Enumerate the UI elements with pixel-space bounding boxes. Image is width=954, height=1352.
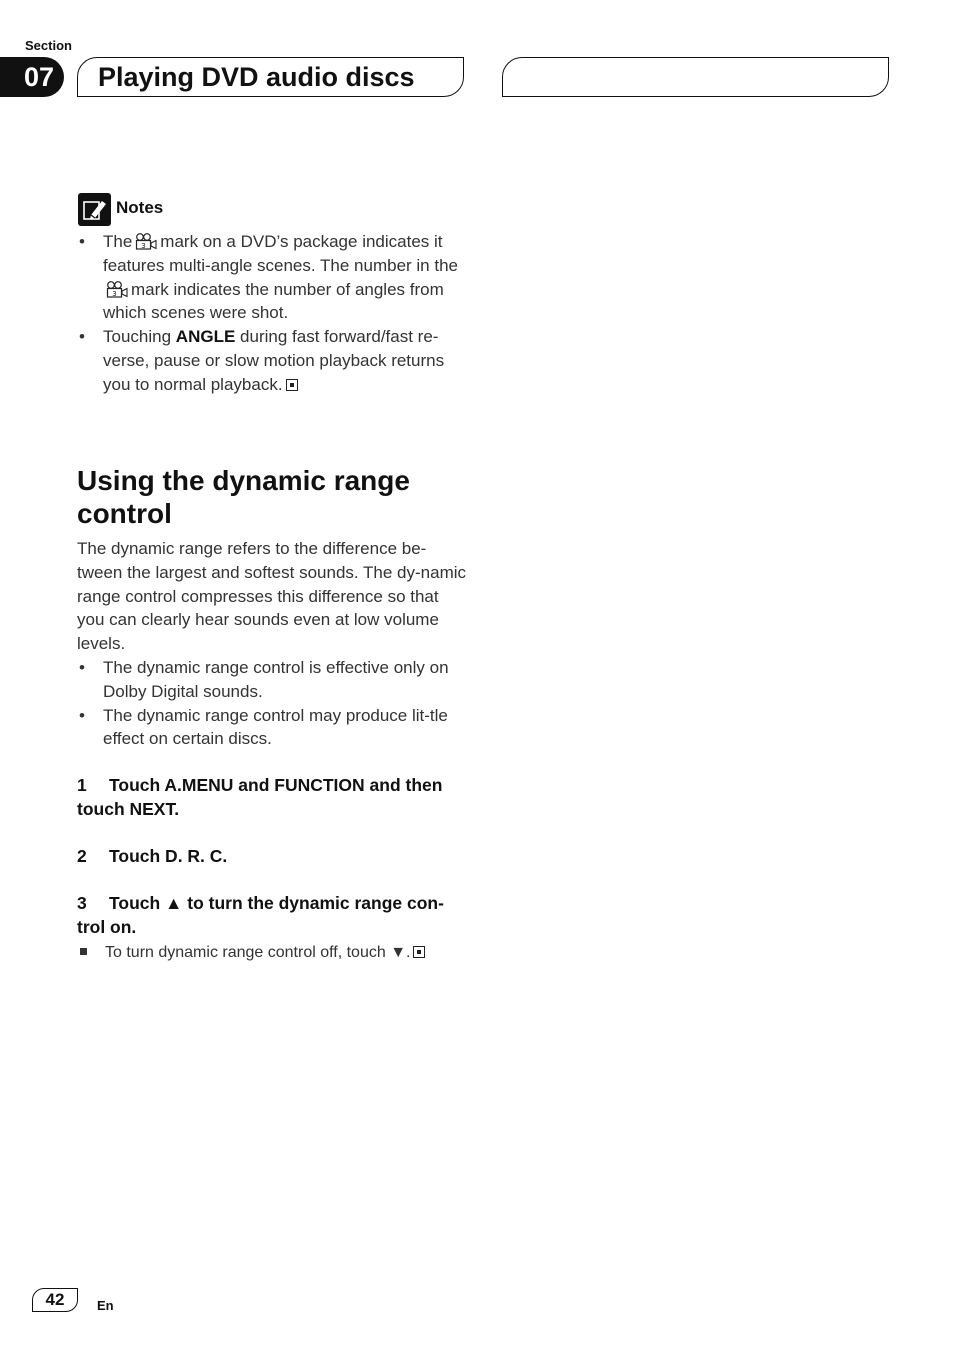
step-2 — [77, 845, 472, 869]
end-of-section-icon — [413, 946, 425, 958]
svg-text:3: 3 — [141, 242, 147, 250]
notes-list — [77, 230, 469, 397]
end-of-section-icon — [286, 379, 298, 391]
step-note-text: To turn dynamic range control off, touch ▼. — [105, 944, 411, 961]
section-heading: Using the dynamic range control — [77, 465, 410, 529]
section-number-badge: 07 — [0, 57, 64, 97]
section-label: Section — [25, 38, 72, 53]
step-text: Touch A.MENU and FUNCTION and then touch NEXT. — [77, 775, 443, 819]
list-item — [77, 230, 469, 325]
step-number: 3 — [77, 893, 87, 913]
angle-mark-icon — [105, 281, 129, 298]
step-1 — [77, 774, 472, 822]
note-text: during fast forward/fast re-verse, pause or slow motion playback returns you to normal playback. — [103, 327, 445, 394]
step-text: Touch D. R. C. — [109, 846, 228, 866]
square-bullet-icon — [80, 948, 87, 955]
list-item — [77, 325, 469, 396]
note-text: The — [103, 232, 133, 251]
list-item: • The dynamic range control may produce lit-tle effect on certain discs. — [77, 704, 469, 752]
note-text: mark on a DVD’s package indicates it features multi-angle scenes. The number in the — [103, 232, 458, 275]
page-number: 42 — [32, 1288, 78, 1312]
angle-keyword: ANGLE — [175, 327, 236, 347]
step-number: 1 — [77, 775, 87, 795]
svg-text:3: 3 — [112, 289, 117, 298]
note-text: mark indicates the number of angles from which scenes were shot. — [103, 279, 444, 323]
step-number: 2 — [77, 846, 87, 866]
step-text: Touch ▲ to turn the dynamic range con-trol on. — [77, 893, 444, 937]
step-3 — [77, 892, 472, 940]
section-title: Playing DVD audio discs — [77, 57, 464, 97]
notes-title: Notes — [116, 198, 164, 217]
header-empty-box — [502, 57, 889, 97]
note-text: Touching — [103, 327, 172, 347]
intro-paragraph: The dynamic range refers to the difference be-tween the largest and softest sounds. The dy-namic range control compresses this difference so that you can clearly hear sounds even at low volume levels. — [77, 539, 467, 654]
list-item: • The dynamic range control is effective only on Dolby Digital sounds. — [77, 656, 469, 704]
step-note — [77, 941, 477, 964]
angle-mark-icon — [134, 233, 158, 250]
drc-bullets — [77, 656, 469, 751]
language-label: En — [97, 1298, 114, 1313]
pencil-note-icon — [78, 193, 111, 226]
